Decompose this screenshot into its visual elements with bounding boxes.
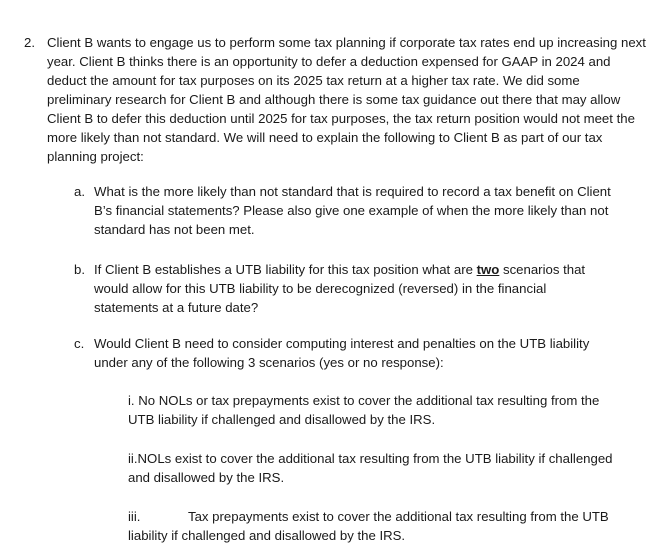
subquestion-a-letter: a.	[74, 184, 85, 199]
subquestion-b-emphasis: two	[476, 262, 500, 277]
subquestion-b	[74, 260, 634, 317]
subquestion-b-text-end: scenarios that would allow for this UTB liability to be derecognized (reversed) in the financial statements at a future date?	[94, 262, 586, 315]
subquestion-a-text: What is the more likely than not standard that is required to record a tax benefit on Client B’s financial statements? Please also give one example of when the more likely than not standard has not been met.	[94, 184, 611, 237]
subquestion-b-letter: b.	[74, 262, 85, 277]
scenario-iii-numeral: iii.	[128, 509, 141, 524]
scenario-ii-numeral: ii.	[128, 451, 138, 466]
subquestion-c	[74, 334, 634, 372]
question-text: Client B wants to engage us to perform some tax planning if corporate tax rates end up increasing next year. Client B thinks there is an opportunity to defer a deduction expensed for GAAP in 2024 and deduct the amount for tax purposes on its 2025 tax return at a higher tax rate. We did some preliminary research for Client B and although there is some tax guidance out there that may allow Client B to defer this deduction until 2025 for tax purposes, the tax return position would not meet the more likely than not standard. We will need to explain the following to Client B as part of our tax planning project:	[47, 35, 646, 164]
subquestion-a	[74, 182, 634, 239]
scenario-i-text: No NOLs or tax prepayments exist to cover the additional tax resulting from the UTB liability if challenged and disallowed by the IRS.	[128, 393, 600, 427]
scenario-ii-text: NOLs exist to cover the additional tax resulting from the UTB liability if challenged and disallowed by the IRS.	[128, 451, 613, 485]
scenario-i	[128, 391, 618, 429]
question-number: 2.	[24, 35, 35, 50]
subquestion-c-letter: c.	[74, 336, 85, 351]
scenario-iii-text: Tax prepayments exist to cover the additional tax resulting from the UTB liability if challenged and disallowed by the IRS.	[128, 509, 609, 543]
subquestion-b-text-start: If Client B establishes a UTB liability for this tax position what are	[94, 262, 477, 277]
subquestion-b-text	[94, 260, 614, 317]
scenario-i-numeral: i.	[128, 393, 135, 408]
subquestion-c-text: Would Client B need to consider computing interest and penalties on the UTB liability under any of the following 3 scenarios (yes or no response):	[94, 336, 590, 370]
scenario-iii	[128, 507, 618, 545]
scenario-ii	[128, 449, 618, 487]
